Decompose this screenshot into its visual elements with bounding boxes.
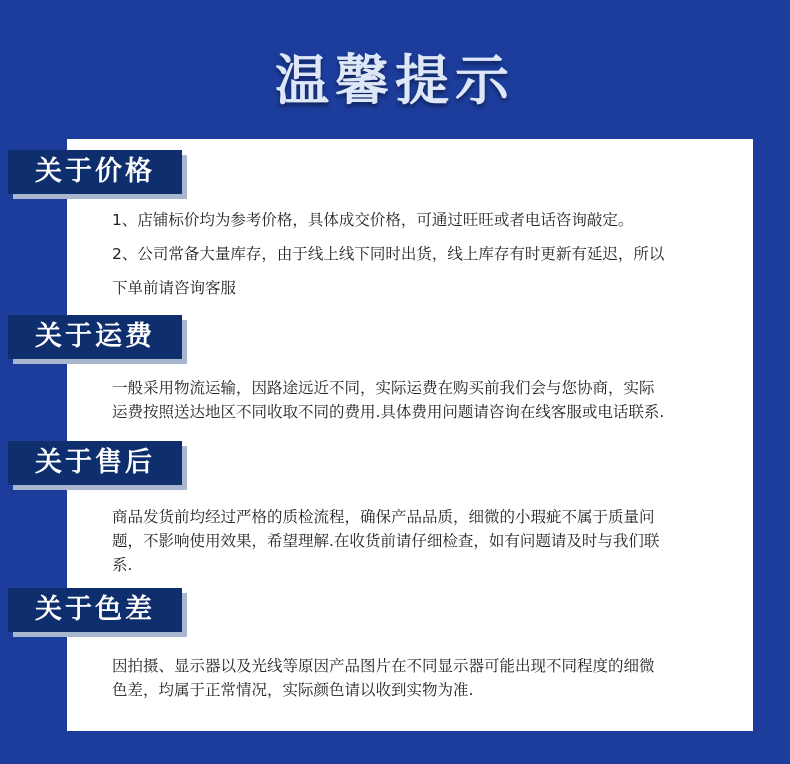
section-heading-after-sales: 关于售后: [8, 441, 182, 485]
paragraph: 题，不影响使用效果，希望理解.在收货前请仔细检查，如有问题请及时与我们联: [112, 532, 660, 550]
section-heading-shipping: 关于运费: [8, 315, 182, 359]
paragraph: 因拍摄、显示器以及光线等原因产品图片在不同显示器可能出现不同程度的细微: [112, 657, 655, 675]
paragraph: 一般采用物流运输，因路途远近不同，实际运费在购买前我们会与您协商，实际: [112, 379, 655, 397]
paragraph: 下单前请咨询客服: [112, 279, 237, 297]
section-body-color-difference: [112, 654, 732, 702]
section-body-after-sales: [112, 505, 732, 577]
paragraph: 1、店铺标价均为参考价格，具体成交价格，可通过旺旺或者电话咨询敲定。: [112, 211, 634, 229]
paragraph: 系.: [112, 556, 133, 574]
section-heading-color-difference: 关于色差: [8, 588, 182, 632]
paragraph: 运费按照送达地区不同收取不同的费用.具体费用问题请咨询在线客服或电话联系.: [112, 403, 665, 421]
section-heading-price: 关于价格: [8, 150, 182, 194]
section-body-shipping: [112, 376, 732, 424]
page-title: 温馨提示: [275, 49, 515, 112]
paragraph: 色差，均属于正常情况，实际颜色请以收到实物为准.: [112, 681, 474, 699]
paragraph: 2、公司常备大量库存，由于线上线下同时出货，线上库存有时更新有延迟，所以: [112, 245, 665, 263]
section-body-price: [112, 208, 732, 300]
paragraph: 商品发货前均经过严格的质检流程，确保产品品质，细微的小瑕疵不属于质量问: [112, 508, 655, 526]
